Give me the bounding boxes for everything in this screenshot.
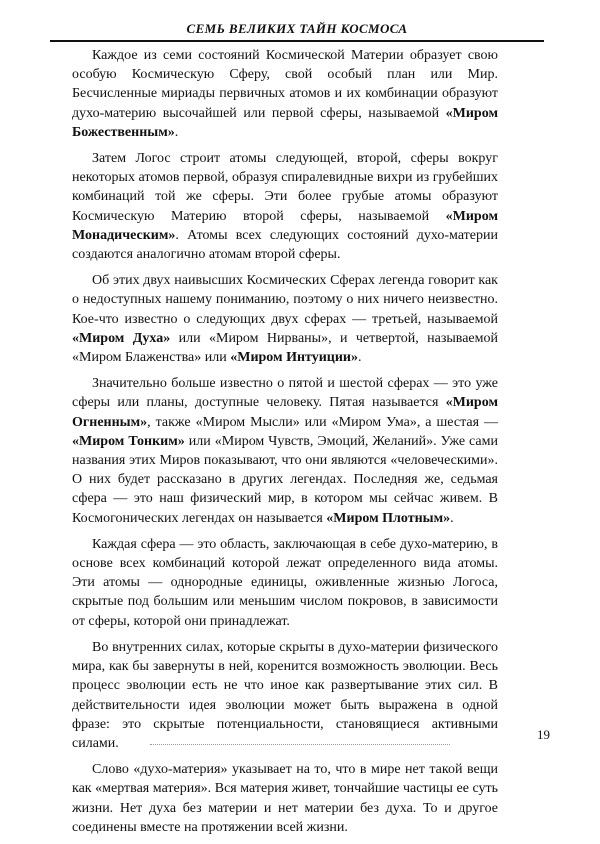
paragraph	[72, 638, 498, 753]
paragraph	[72, 535, 498, 631]
text-run: .	[450, 510, 454, 526]
bold-term: «Миром Плотным»	[326, 510, 451, 526]
text-run: . Атомы всех следующих состояний духо-материи создаются аналогично атомам второй сферы.	[72, 227, 498, 263]
text-run: Каждая сфера — это область, заключающая в себе духо-материю, в основе всех комбинаций которой лежат определенного вида атомы. Эти атомы — однородные единицы, оживленные жизнью Логоса, скрытые под большим или меньшим числом покровов, в зависимости от сферы, которой они принадлежат.	[72, 536, 498, 629]
bold-term: «Миром Интуиции»	[230, 350, 358, 366]
bold-term: «Миром Тонким»	[72, 433, 185, 449]
scan-edge-marks	[150, 744, 450, 747]
paragraph	[72, 46, 498, 142]
bold-term: «Миром Монадическим»	[72, 208, 498, 243]
paragraph	[72, 760, 498, 837]
text-run: Слово «духо-материя» указывает на то, что в мире нет такой вещи как «мертвая материя». Вся материя живет, тончайшие частицы ее суть жизни. Нет духа без материи и нет материи без духа. То и другое соединены вместе на протяжении всей жизни.	[72, 762, 498, 835]
text-run: Значительно больше известно о пятой и шестой сферах — это уже сферы или планы, доступные человеку. Пятая называется	[72, 376, 498, 411]
paragraph	[72, 271, 498, 367]
running-header	[50, 0, 544, 42]
text-run: Об этих двух наивысших Космических Сферах легенда говорит как о недоступных нашему пониманию, поэтому о них ничего неизвестно. Кое-что известно о следующих двух сферах — третьей, называемой	[72, 273, 498, 327]
text-run: или «Миром Чувств, Эмоций, Желаний». Уже сами названия этих Миров показывают, что они являются «человеческими». О них будет рассказано в других легендах. Последняя же, седьмая сфера — это наш физический мир, в котором мы сейчас живем. В Космогонических легендах он называется	[72, 433, 498, 526]
running-header-title: СЕМЬ ВЕЛИКИХ ТАЙН КОСМОСА	[186, 21, 408, 36]
text-run: Каждое из семи состояний Космической Материи образует свою особую Космическую Сферу, свой особый план или Мир. Бесчисленные мириады первичных атомов и их комбинации образуют духо-материю высочайшей или первой сферы, называемой	[72, 48, 498, 121]
page-number: 19	[537, 727, 550, 742]
bold-term: «Миром Огненным»	[72, 395, 498, 430]
text-run: .	[357, 350, 362, 366]
text-run: , также «Миром Мысли» или «Миром Ума», а шестая —	[147, 414, 498, 430]
text-run: .	[174, 124, 179, 140]
text-run: Во внутренних силах, которые скрыты в духо-материи физического мира, как бы завернуты в ней, коренится возможность эволюции. Весь процесс эволюции есть не что иное как развертывание этих сил. В действительности идея эволюции может быть выражена в одной фразе: это скрытые потенциальности, становящиеся активными силами.	[72, 639, 498, 751]
text-run: или «Миром Нирваны», и четвертой, называемой «Миром Блаженства» или	[72, 330, 498, 366]
paragraph	[72, 374, 498, 528]
bold-term: «Миром Духа»	[72, 330, 171, 346]
paragraph	[72, 149, 498, 264]
body-text	[72, 46, 498, 844]
text-run: Затем Логос строит атомы следующей, второй, сферы вокруг некоторых атомов первой, образуя спиралевидные вихри из грубейших комбинаций той же сферы. Эти более грубые атомы образуют Космическую Материю второй сферы, называемой	[72, 151, 498, 224]
bold-term: «Миром Божественным»	[72, 105, 498, 140]
